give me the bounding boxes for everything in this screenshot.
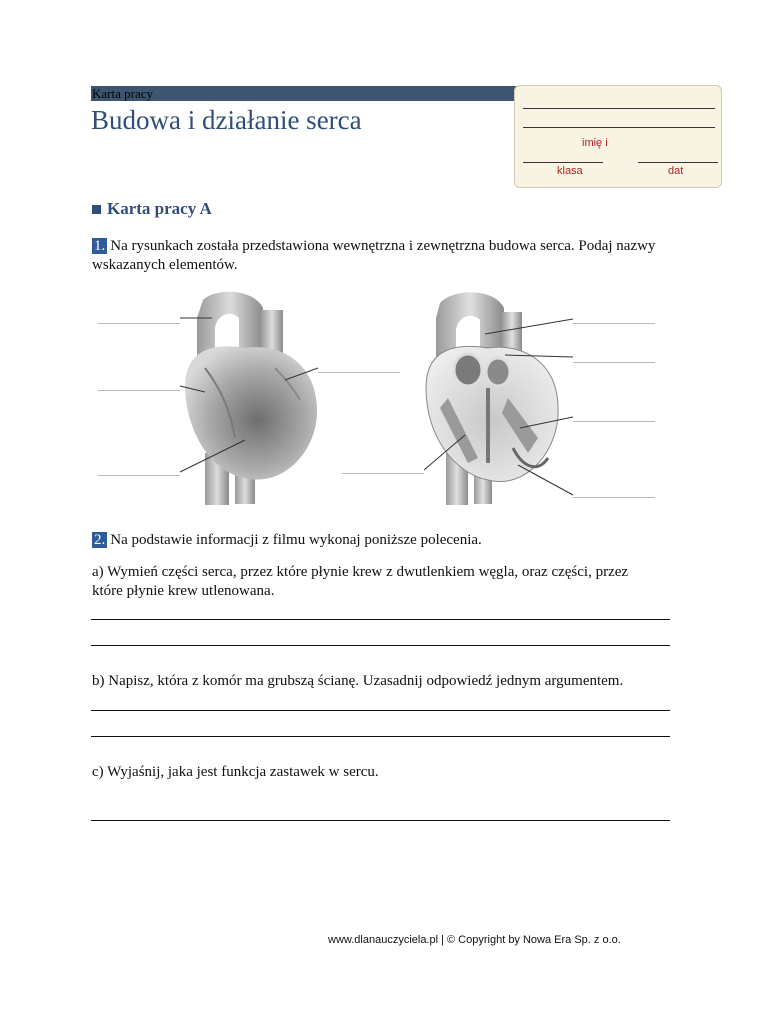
answer-line[interactable] (91, 645, 670, 646)
task-text: Na podstawie informacji z filmu wykonaj poniższe polecenia. (110, 532, 482, 548)
class-label: klasa (557, 165, 583, 177)
footer-copyright: www.dlanauczyciela.pl | © Copyright by Nowa Era Sp. z o.o. (328, 934, 621, 946)
task-2a: a) Wymień części serca, przez które płynie krew z dwutlenkiem węgla, oraz części, przez które płynie krew utlenowana. (92, 564, 629, 599)
task-2b: b) Napisz, która z komór ma grubszą ścianę. Uzasadnij odpowiedź jednym argumentem. (92, 673, 624, 689)
task-number: 2. (94, 532, 106, 548)
section-title: Karta pracy A (107, 199, 212, 218)
page-title: Budowa i działanie serca (91, 105, 362, 135)
date-label: dat (668, 165, 684, 177)
answer-line[interactable] (91, 820, 670, 821)
task-text: Na rysunkach została przedstawiona wewnętrzna i zewnętrzna budowa serca. Podaj nazwy wskazanych elementów. (92, 238, 656, 273)
answer-line[interactable] (91, 736, 670, 737)
task-number: 1. (94, 238, 106, 254)
task-2 (92, 531, 682, 550)
answer-line[interactable] (91, 710, 670, 711)
task-2c: c) Wyjaśnij, jaka jest funkcja zastawek w sercu. (92, 764, 379, 780)
name-label: imię i (582, 137, 608, 149)
worksheet-label: Karta pracy (92, 86, 153, 101)
answer-line[interactable] (91, 619, 670, 620)
